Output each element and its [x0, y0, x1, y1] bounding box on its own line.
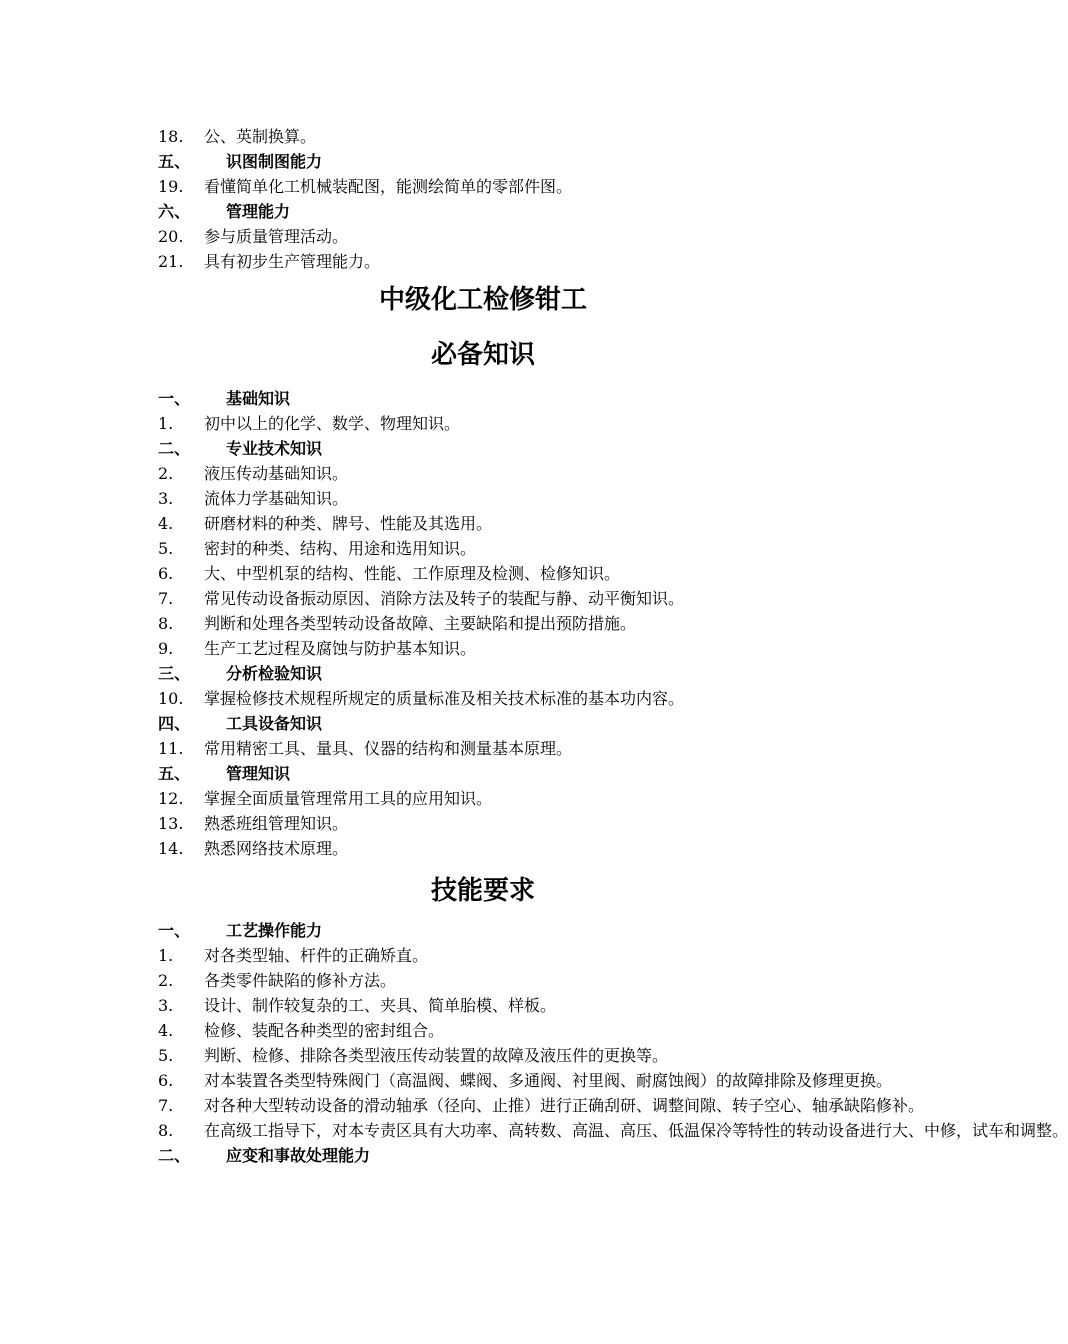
item-text: 参与质量管理活动。 [204, 227, 349, 246]
item-number: 10. [158, 689, 184, 708]
section-heading [158, 918, 808, 943]
section-text: 工艺操作能力 [226, 921, 323, 940]
item-text: 检修、装配各种类型的密封组合。 [204, 1021, 445, 1040]
list-item [158, 586, 808, 611]
item-text: 判断和处理各类型转动设备故障、主要缺陷和提出预防措施。 [204, 614, 637, 633]
item-text: 看懂简单化工机械装配图，能测绘简单的零部件图。 [204, 177, 573, 196]
item-number: 21. [158, 252, 184, 271]
item-number: 13. [158, 814, 184, 833]
section-number: 三、 [158, 664, 191, 683]
section-text: 识图制图能力 [226, 152, 323, 171]
item-text: 研磨材料的种类、牌号、性能及其选用。 [204, 514, 493, 533]
item-number: 3. [158, 996, 174, 1015]
list-item [158, 511, 808, 536]
list-item [158, 836, 808, 861]
item-text: 熟悉网络技术原理。 [204, 839, 349, 858]
item-number: 1. [158, 414, 174, 433]
item-number: 2. [158, 971, 174, 990]
section-number: 五、 [158, 764, 191, 783]
item-number: 3. [158, 489, 174, 508]
item-number: 14. [158, 839, 184, 858]
section-number: 一、 [158, 389, 191, 408]
section-text: 基础知识 [226, 389, 291, 408]
list-item [158, 461, 808, 486]
skills-title: 技能要求 [430, 876, 535, 906]
section-heading [158, 661, 808, 686]
item-number: 8. [158, 1121, 174, 1140]
item-text: 初中以上的化学、数学、物理知识。 [204, 414, 461, 433]
section-text: 分析检验知识 [226, 664, 323, 683]
section-heading [158, 711, 808, 736]
item-text: 在高级工指导下，对本专责区具有大功率、高转数、高温、高压、低温保冷等特性的转动设备进行大、中修，试车和调整。 [204, 1121, 1068, 1140]
item-number: 4. [158, 514, 174, 533]
section-heading [158, 386, 808, 411]
section-heading [158, 436, 808, 461]
section-text: 管理能力 [226, 202, 291, 221]
item-number: 1. [158, 946, 174, 965]
item-text: 对各种大型转动设备的滑动轴承（径向、止推）进行正确刮研、调整间隙、转子空心、轴承缺陷修补。 [204, 1096, 925, 1115]
item-text: 各类零件缺陷的修补方法。 [204, 971, 397, 990]
section-text: 管理知识 [226, 764, 291, 783]
section-text: 专业技术知识 [226, 439, 323, 458]
list-item [158, 1043, 808, 1068]
knowledge-title: 必备知识 [430, 340, 535, 370]
item-number: 11. [158, 739, 184, 758]
item-number: 6. [158, 1071, 174, 1090]
item-number: 8. [158, 614, 174, 633]
item-text: 大、中型机泵的结构、性能、工作原理及检测、检修知识。 [204, 564, 621, 583]
item-number: 19. [158, 177, 184, 196]
item-number: 12. [158, 789, 184, 808]
list-item [158, 486, 808, 511]
list-item [158, 561, 808, 586]
skills-list [158, 918, 1068, 1168]
item-text: 公、英制换算。 [204, 127, 317, 146]
section-text: 应变和事故处理能力 [226, 1146, 371, 1165]
list-item [158, 968, 808, 993]
item-number: 5. [158, 539, 174, 558]
item-number: 18. [158, 127, 184, 146]
section-heading [158, 1143, 808, 1168]
item-number: 20. [158, 227, 184, 246]
item-text: 生产工艺过程及腐蚀与防护基本知识。 [204, 639, 477, 658]
list-item [158, 536, 808, 561]
item-text: 熟悉班组管理知识。 [204, 814, 349, 833]
section-text: 工具设备知识 [226, 714, 323, 733]
item-text: 设计、制作较复杂的工、夹具、简单胎模、样板。 [204, 996, 557, 1015]
list-item [158, 224, 808, 249]
item-text: 判断、检修、排除各类型液压传动装置的故障及液压件的更换等。 [204, 1046, 669, 1065]
knowledge-list [158, 386, 808, 861]
section-heading [158, 149, 808, 174]
list-item [158, 993, 808, 1018]
list-item [158, 174, 808, 199]
list-item [158, 686, 808, 711]
section-number: 二、 [158, 439, 191, 458]
item-number: 6. [158, 564, 174, 583]
section-number: 一、 [158, 921, 191, 940]
item-number: 7. [158, 589, 174, 608]
list-item [158, 1068, 893, 1093]
list-item [158, 811, 808, 836]
item-text: 具有初步生产管理能力。 [204, 252, 381, 271]
list-item [158, 249, 808, 274]
item-number: 9. [158, 639, 174, 658]
section-number: 五、 [158, 152, 191, 171]
item-number: 7. [158, 1096, 174, 1115]
section-number: 四、 [158, 714, 191, 733]
section-heading [158, 199, 808, 224]
document-content [158, 124, 1068, 1168]
main-title: 中级化工检修钳工 [378, 285, 587, 315]
list-item [158, 611, 808, 636]
list-item [158, 1093, 925, 1118]
item-text: 常用精密工具、量具、仪器的结构和测量基本原理。 [204, 739, 573, 758]
list-item [158, 411, 808, 436]
list-item [158, 943, 808, 968]
top-list [158, 124, 808, 274]
list-item [158, 636, 808, 661]
item-text: 对各类型轴、杆件的正确矫直。 [204, 946, 429, 965]
section-number: 二、 [158, 1146, 191, 1165]
item-number: 4. [158, 1021, 174, 1040]
item-text: 液压传动基础知识。 [204, 464, 349, 483]
list-item [158, 736, 808, 761]
list-item [158, 1018, 808, 1043]
section-number: 六、 [158, 202, 191, 221]
list-item [158, 1118, 1068, 1143]
item-text: 掌握全面质量管理常用工具的应用知识。 [204, 789, 493, 808]
item-text: 密封的种类、结构、用途和选用知识。 [204, 539, 477, 558]
item-text: 流体力学基础知识。 [204, 489, 349, 508]
item-text: 常见传动设备振动原因、消除方法及转子的装配与静、动平衡知识。 [204, 589, 685, 608]
item-text: 对本装置各类型特殊阀门（高温阀、蝶阀、多通阀、衬里阀、耐腐蚀阀）的故障排除及修理更换。 [204, 1071, 893, 1090]
list-item [158, 786, 808, 811]
item-number: 5. [158, 1046, 174, 1065]
item-text: 掌握检修技术规程所规定的质量标准及相关技术标准的基本功内容。 [204, 689, 685, 708]
section-heading [158, 761, 808, 786]
list-item [158, 124, 808, 149]
item-number: 2. [158, 464, 174, 483]
